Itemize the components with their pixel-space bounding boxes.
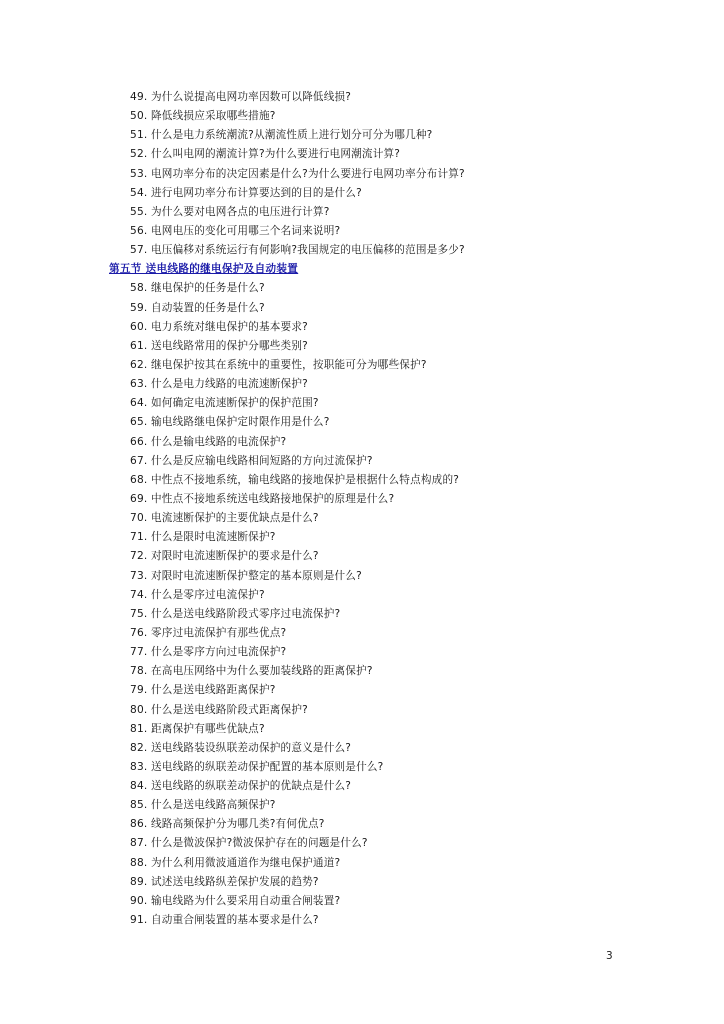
question-item: 56. 电网电压的变化可用哪三个名词来说明? xyxy=(130,224,341,237)
question-item: 89. 试述送电线路纵差保护发展的趋势? xyxy=(130,875,319,888)
question-item: 88. 为什么利用微波通道作为继电保护通道? xyxy=(130,856,341,869)
question-item: 70. 电流速断保护的主要优缺点是什么? xyxy=(130,512,319,525)
question-item: 63. 什么是电力线路的电流速断保护? xyxy=(130,378,308,391)
question-item: 69. 中性点不接地系统送电线路接地保护的原理是什么? xyxy=(130,492,395,505)
question-item: 82. 送电线路装设纵联差动保护的意义是什么? xyxy=(130,741,352,754)
question-item: 58. 继电保护的任务是什么? xyxy=(130,282,265,295)
question-item: 55. 为什么要对电网各点的电压进行计算? xyxy=(130,205,330,218)
question-item: 65. 输电线路继电保护定时限作用是什么? xyxy=(130,416,330,429)
question-item: 80. 什么是送电线路阶段式距离保护? xyxy=(130,703,308,716)
question-item: 78. 在高电压网络中为什么要加装线路的距离保护? xyxy=(130,665,373,678)
question-item: 75. 什么是送电线路阶段式零序过电流保护? xyxy=(130,607,341,620)
question-item: 81. 距离保护有哪些优缺点? xyxy=(130,722,265,735)
question-item: 50. 降低线损应采取哪些措施? xyxy=(130,110,276,123)
question-item: 77. 什么是零序方向过电流保护? xyxy=(130,646,287,659)
question-item: 87. 什么是微波保护?微波保护存在的问题是什么? xyxy=(130,837,368,850)
question-item: 86. 线路高频保护分为哪几类?有何优点? xyxy=(130,818,325,831)
question-list xyxy=(0,88,724,930)
question-item: 57. 电压偏移对系统运行有何影响?我国规定的电压偏移的范围是多少? xyxy=(130,244,465,257)
question-item: 60. 电力系统对继电保护的基本要求? xyxy=(130,320,308,333)
question-item: 54. 进行电网功率分布计算要达到的目的是什么? xyxy=(130,186,362,199)
question-item: 51. 什么是电力系统潮流?从潮流性质上进行划分可分为哪几种? xyxy=(130,129,433,142)
question-item: 61. 送电线路常用的保护分哪些类别? xyxy=(130,339,308,352)
question-item: 71. 什么是限时电流速断保护? xyxy=(130,531,276,544)
question-item: 66. 什么是输电线路的电流保护? xyxy=(130,435,287,448)
question-item: 84. 送电线路的纵联差动保护的优缺点是什么? xyxy=(130,780,352,793)
question-item: 76. 零序过电流保护有那些优点? xyxy=(130,626,287,639)
page-number: 3 xyxy=(606,950,613,962)
question-item: 85. 什么是送电线路高频保护? xyxy=(130,799,276,812)
question-item: 83. 送电线路的纵联差动保护配置的基本原则是什么? xyxy=(130,760,384,773)
question-item: 62. 继电保护按其在系统中的重要性，按职能可分为哪些保护? xyxy=(130,358,427,371)
question-item: 64. 如何确定电流速断保护的保护范围? xyxy=(130,397,319,410)
question-item: 68. 中性点不接地系统，输电线路的接地保护是根据什么特点构成的? xyxy=(130,473,460,486)
question-item: 74. 什么是零序过电流保护? xyxy=(130,588,265,601)
question-item: 59. 自动装置的任务是什么? xyxy=(130,301,265,314)
question-item: 72. 对限时电流速断保护的要求是什么? xyxy=(130,550,319,563)
question-item: 79. 什么是送电线路距离保护? xyxy=(130,684,276,697)
question-item: 90. 输电线路为什么要采用自动重合闸装置? xyxy=(130,894,341,907)
question-item: 67. 什么是反应输电线路相间短路的方向过流保护? xyxy=(130,454,373,467)
section-heading-link[interactable]: 第五节 送电线路的继电保护及自动装置 xyxy=(109,263,299,276)
question-item: 73. 对限时电流速断保护整定的基本原则是什么? xyxy=(130,569,362,582)
question-item: 53. 电网功率分布的决定因素是什么?为什么要进行电网功率分布计算? xyxy=(130,167,465,180)
question-item: 91. 自动重合闸装置的基本要求是什么? xyxy=(130,914,319,927)
question-item: 49. 为什么说提高电网功率因数可以降低线损? xyxy=(130,91,352,103)
question-item: 52. 什么叫电网的潮流计算?为什么要进行电网潮流计算? xyxy=(130,148,401,161)
